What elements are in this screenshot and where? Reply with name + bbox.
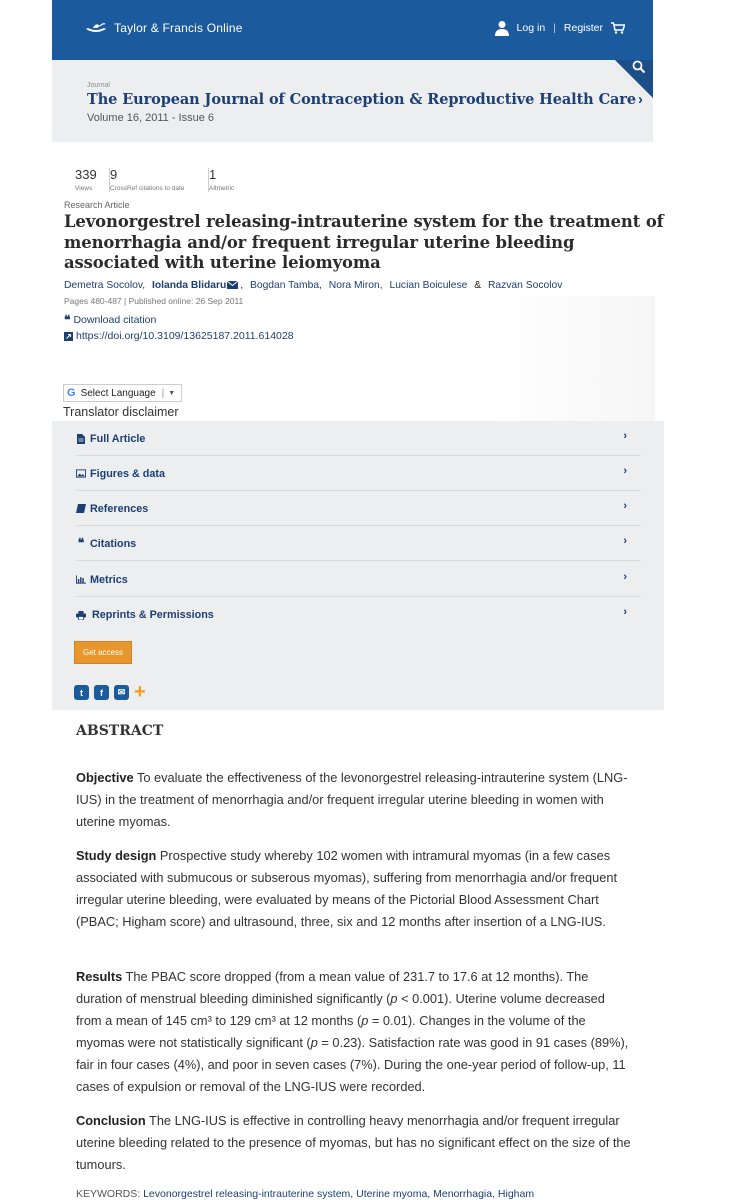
login-link[interactable]: Log in bbox=[516, 22, 546, 34]
conclusion-text: The LNG-IUS is effective in controlling heavy menorrhagia and/or frequent irregular uterine bleeding related to the presence of myomas, but has no significant effect on the size of the tumours. bbox=[76, 1113, 631, 1172]
conclusion-label: Conclusion bbox=[76, 1113, 146, 1128]
article-type: Research Article bbox=[64, 200, 130, 210]
article-title: Levonorgestrel releasing-intrauterine system for the treatment of menorrhagia and/or frequent irregular uterine bleeding associated with uterine leiomyoma bbox=[64, 212, 664, 272]
menu-references[interactable]: References › bbox=[76, 492, 641, 526]
keyword-links[interactable]: Levonorgestrel releasing-intrauterine system, Uterine myoma, Menorrhagia, Higham bbox=[143, 1188, 535, 1200]
nav-separator: | bbox=[553, 22, 556, 34]
register-link[interactable]: Register bbox=[563, 22, 603, 34]
cart-icon[interactable] bbox=[611, 22, 625, 34]
doi-link[interactable] bbox=[64, 330, 294, 342]
p-value-symbol: p bbox=[390, 991, 398, 1006]
chevron-right-icon: › bbox=[623, 430, 627, 442]
bar-chart-icon bbox=[76, 575, 86, 585]
get-access-button[interactable]: Get access bbox=[74, 641, 132, 664]
print-icon bbox=[76, 610, 86, 620]
more-share-icon[interactable]: + bbox=[134, 681, 146, 703]
chevron-right-icon: › bbox=[623, 465, 627, 477]
background-fade bbox=[490, 296, 655, 421]
author-link[interactable]: Razvan Socolov bbox=[487, 280, 563, 291]
p-value-symbol: p bbox=[361, 1013, 369, 1028]
menu-figures-data[interactable]: Figures & data › bbox=[76, 457, 641, 491]
share-bar bbox=[74, 681, 146, 703]
author-link-corresponding[interactable]: Iolanda Blidaru bbox=[151, 280, 227, 291]
chevron-right-icon: › bbox=[637, 92, 643, 108]
site-header bbox=[52, 0, 653, 60]
journal-header bbox=[52, 60, 653, 142]
metric-altmetric[interactable]: 1 Altmetric bbox=[208, 168, 255, 192]
metric-citations[interactable]: 9 CrossRef citations to date bbox=[109, 168, 208, 192]
facebook-icon[interactable]: f bbox=[94, 685, 109, 700]
quote-icon: ❝ bbox=[64, 312, 71, 327]
design-text: Prospective study whereby 102 women with intramural myomas (in a few cases associated with submucous or subserous myomas), suffering from menorrhagia and/or frequent irregular uterine bleeding, were evaluated by means of the Pictorial Blood Assessment Chart (PBAC; Higham score) and ultrasound, three, six and 12 months after insertion of a LNG-IUS. bbox=[76, 848, 618, 929]
quote-icon: ❝ bbox=[77, 536, 85, 550]
abstract-results bbox=[76, 966, 631, 1098]
menu-citations[interactable]: ❝ Citations › bbox=[76, 527, 641, 561]
image-icon bbox=[76, 469, 86, 479]
download-citation-link[interactable] bbox=[64, 314, 156, 326]
select-language-dropdown[interactable] bbox=[63, 384, 182, 402]
journal-title-text[interactable]: The European Journal of Contraception & Reproductive Health Care bbox=[87, 91, 636, 108]
select-language-label: Select Language bbox=[80, 387, 156, 399]
author-link[interactable]: Lucian Boiculese bbox=[389, 280, 468, 291]
search-icon[interactable] bbox=[632, 60, 646, 74]
author-link[interactable]: Bogdan Tamba, bbox=[249, 280, 322, 291]
twitter-icon[interactable]: t bbox=[74, 685, 89, 700]
design-label: Study design bbox=[76, 848, 157, 863]
results-label: Results bbox=[76, 969, 123, 984]
author-ampersand: & bbox=[474, 280, 482, 291]
author-comma: , bbox=[240, 280, 244, 291]
abstract-objective bbox=[76, 767, 631, 833]
external-link-icon bbox=[64, 332, 73, 341]
article-metrics bbox=[75, 168, 255, 192]
article-nav-panel bbox=[52, 421, 664, 710]
tandf-logo[interactable] bbox=[84, 20, 243, 36]
abstract-conclusion bbox=[76, 1110, 631, 1176]
doi-url[interactable]: https://doi.org/10.3109/13625187.2011.614028 bbox=[76, 330, 294, 342]
menu-metrics[interactable]: Metrics › bbox=[76, 563, 641, 597]
results-text: The PBAC score dropped (from a mean value of 231.7 to 17.6 at 12 months). The duration of menstrual bleeding diminished significantly ( bbox=[76, 969, 589, 1006]
download-citation-label[interactable]: Download citation bbox=[73, 314, 157, 326]
translator-disclaimer[interactable]: Translator disclaimer bbox=[63, 405, 179, 419]
email-icon[interactable] bbox=[227, 281, 238, 289]
dropdown-divider: | bbox=[161, 387, 165, 399]
user-icon[interactable] bbox=[495, 20, 509, 36]
chevron-right-icon: › bbox=[623, 535, 627, 547]
file-icon bbox=[76, 434, 86, 444]
chevron-right-icon: › bbox=[623, 500, 627, 512]
keywords-label: KEYWORDS: bbox=[76, 1188, 144, 1200]
objective-text: To evaluate the effectiveness of the levonorgestrel releasing-intrauterine system (LNG-IUS) in the treatment of menorrhagia and/or frequent irregular uterine bleeding in women with uterine myomas. bbox=[76, 770, 628, 829]
email-share-icon[interactable]: ✉ bbox=[114, 685, 129, 700]
book-icon bbox=[76, 504, 86, 514]
tandf-lamp-icon bbox=[84, 20, 108, 36]
chevron-right-icon: › bbox=[623, 571, 627, 583]
dropdown-arrow-icon: ▼ bbox=[168, 389, 176, 397]
p-value-symbol: p bbox=[310, 1035, 318, 1050]
account-nav bbox=[495, 20, 625, 36]
logo-text: Taylor & Francis Online bbox=[114, 21, 243, 35]
objective-label: Objective bbox=[76, 770, 134, 785]
google-g-icon: G bbox=[67, 387, 76, 399]
abstract-heading: ABSTRACT bbox=[76, 723, 164, 739]
journal-label: Journal bbox=[87, 82, 110, 89]
results-text: = 0.01). Changes in the volume of the myomas were not statistically significant ( bbox=[76, 1013, 586, 1050]
results-text: < 0.001). Uterine volume decreased from a mean of 145 cm³ to 129 cm³ at 12 months ( bbox=[76, 991, 605, 1028]
results-text: = 0.23). Satisfaction rate was good in 91 cases (89%), fair in four cases (4%), and poor in seven cases (7%). During the one-year period of follow-up, 11 cases of expulsion or removal of the LNG-IUS were recorded. bbox=[76, 1035, 629, 1094]
chevron-right-icon: › bbox=[623, 606, 627, 618]
author-link[interactable]: Demetra Socolov, bbox=[64, 280, 146, 291]
author-link[interactable]: Nora Miron, bbox=[328, 280, 383, 291]
volume-issue[interactable]: Volume 16, 2011 - Issue 6 bbox=[87, 112, 214, 124]
menu-reprints-permissions[interactable]: Reprints & Permissions › bbox=[76, 598, 641, 632]
pages-published: Pages 480-487 | Published online: 26 Sep 2011 bbox=[64, 296, 244, 306]
menu-full-article[interactable]: Full Article › bbox=[76, 422, 641, 456]
journal-title[interactable] bbox=[87, 91, 643, 108]
keywords-line bbox=[76, 1188, 534, 1200]
abstract-study-design bbox=[76, 845, 631, 933]
metric-views: 339 Views bbox=[75, 167, 97, 192]
author-list bbox=[64, 280, 566, 291]
